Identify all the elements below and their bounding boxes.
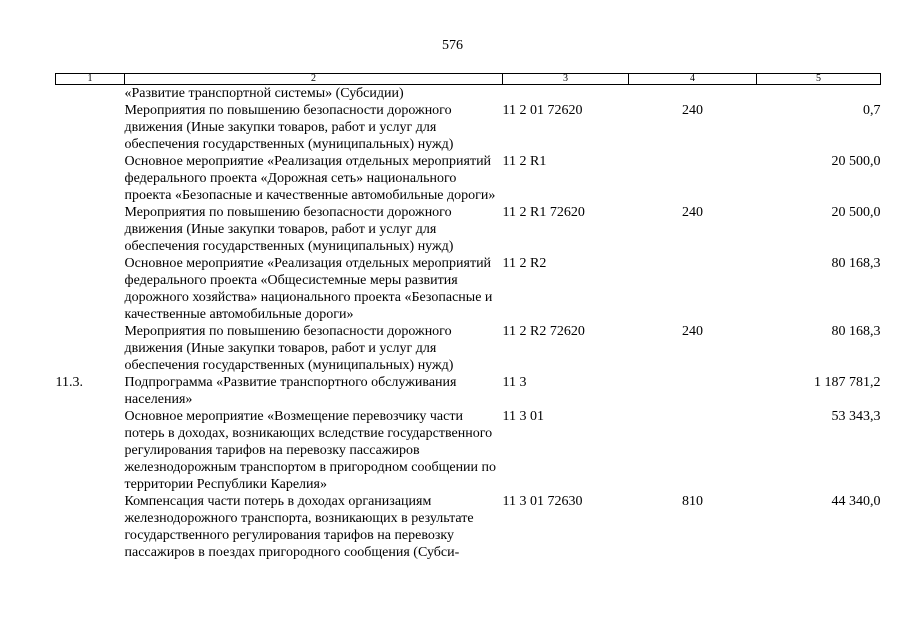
row-amount: 20 500,0: [831, 205, 881, 220]
row-expense-type: 240: [682, 103, 703, 118]
row-code: 11 2 01 72620: [502, 103, 583, 118]
row-number: [56, 323, 125, 374]
column-number: 5: [757, 74, 881, 85]
row-number: [56, 85, 125, 103]
row-amount: 44 340,0: [831, 494, 881, 509]
row-name: «Развитие транспортной системы» (Субсидии): [124, 86, 404, 101]
row-expense-type: [629, 85, 757, 103]
row-name: Основное мероприятие «Возмещение перевозчику части потерь в доходах, возникающих вследствие государственного регулирования тарифов на перевозку пассажиров железнодорожным транспортом в пригородном сообщении по территории Республики Карелия»: [124, 409, 497, 492]
row-code: 11 2 R2 72620: [502, 324, 585, 339]
table-row: [56, 204, 881, 255]
row-name: Мероприятия по повышению безопасности дорожного движения (Иные закупки товаров, работ и услуг для обеспечения государственных (муниципальных) нужд): [124, 103, 454, 152]
row-number: [56, 408, 125, 493]
row-expense-type: [629, 374, 757, 408]
row-amount: 20 500,0: [831, 154, 881, 169]
table-row: [56, 85, 881, 103]
row-expense-type: 240: [682, 324, 703, 339]
row-code: 11 2 R2: [502, 256, 547, 271]
row-number: 11.3.: [55, 375, 83, 390]
table-row: [56, 255, 881, 323]
row-amount: 0,7: [863, 103, 881, 118]
row-code: 11 2 R1 72620: [502, 205, 585, 220]
row-number: [56, 493, 125, 561]
table-row: [56, 408, 881, 493]
row-name: Компенсация части потерь в доходах организациям железнодорожного транспорта, возникающих в результате государственного регулирования тарифов на перевозку пассажиров в поездах пригородного сообщения (Субси-: [124, 494, 474, 560]
row-code: 11 2 R1: [502, 154, 547, 169]
row-expense-type: 810: [682, 494, 703, 509]
row-number: [56, 102, 125, 153]
row-number: [56, 153, 125, 204]
column-number-row: [56, 74, 881, 85]
column-number: 3: [503, 74, 629, 85]
row-expense-type: 240: [682, 205, 703, 220]
column-number: 1: [56, 74, 125, 85]
table-row: [56, 493, 881, 561]
row-code: 11 3 01: [502, 409, 544, 424]
row-amount: 1 187 781,2: [814, 375, 881, 390]
row-name: Основное мероприятие «Реализация отдельных мероприятий федерального проекта «Общесистемные меры развития дорожного хозяйства» национального проекта «Безопасные и качественные автомобильные дороги»: [124, 256, 493, 322]
column-number: 2: [125, 74, 503, 85]
row-number: [56, 255, 125, 323]
row-expense-type: [629, 153, 757, 204]
row-name: Подпрограмма «Развитие транспортного обслуживания населения»: [124, 375, 457, 407]
row-name: Мероприятия по повышению безопасности дорожного движения (Иные закупки товаров, работ и услуг для обеспечения государственных (муниципальных) нужд): [124, 205, 454, 254]
row-code: [503, 85, 629, 103]
row-name: Основное мероприятие «Реализация отдельных мероприятий федерального проекта «Дорожная сеть» национального проекта «Безопасные и качественные автомобильные дороги»: [124, 154, 496, 203]
row-code: 11 3: [502, 375, 527, 390]
row-amount: 80 168,3: [831, 256, 881, 271]
row-expense-type: [629, 408, 757, 493]
column-number: 4: [629, 74, 757, 85]
row-number: [56, 204, 125, 255]
row-name: Мероприятия по повышению безопасности дорожного движения (Иные закупки товаров, работ и услуг для обеспечения государственных (муниципальных) нужд): [124, 324, 454, 373]
page-number: 576: [442, 38, 463, 53]
row-amount: 80 168,3: [831, 324, 881, 339]
row-expense-type: [629, 255, 757, 323]
budget-table: [55, 73, 881, 561]
row-amount: [757, 85, 881, 103]
table-body: [56, 85, 881, 562]
table-row: [56, 102, 881, 153]
table-row: [56, 153, 881, 204]
table-row: [56, 323, 881, 374]
row-code: 11 3 01 72630: [502, 494, 583, 509]
table-row: [56, 374, 881, 408]
row-amount: 53 343,3: [831, 409, 881, 424]
